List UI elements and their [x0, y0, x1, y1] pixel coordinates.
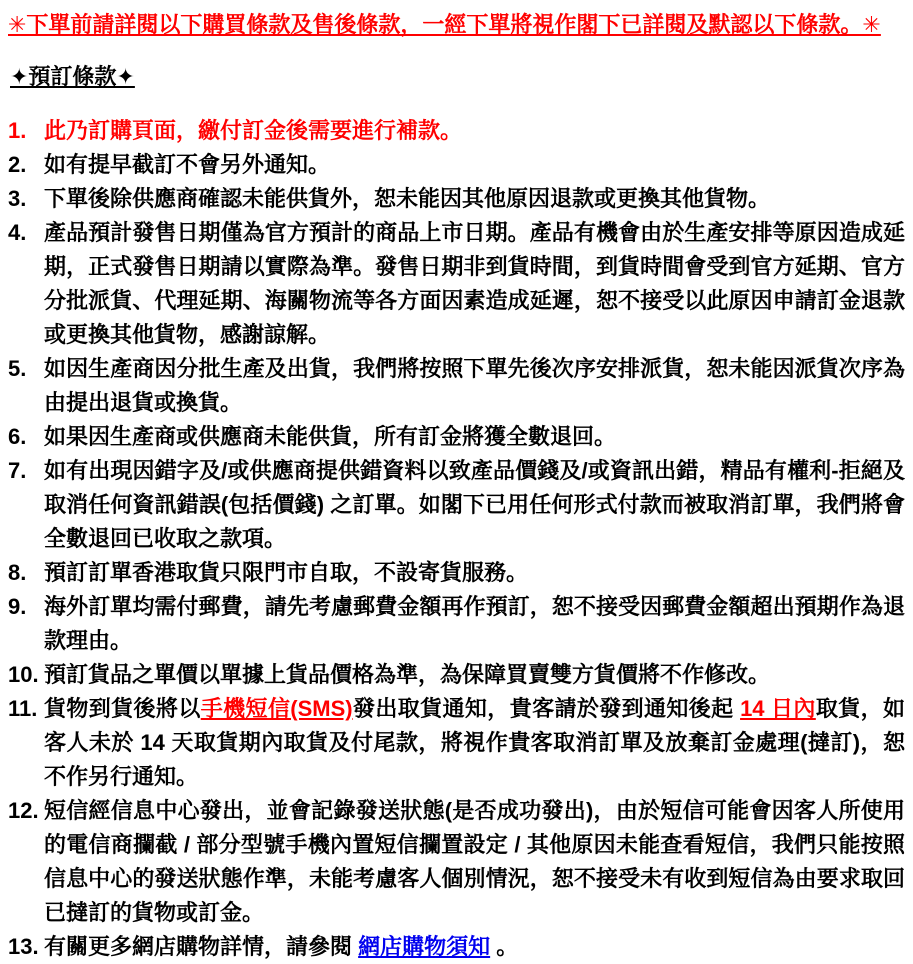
sms-highlight: 手機短信(SMS)	[200, 696, 353, 721]
term-number: 2.	[8, 152, 27, 177]
terms-list	[8, 114, 907, 964]
term-text: 產品預計發售日期僅為官方預計的商品上市日期。產品有機會由於生產安排等原因造成延期，正式發售日期請以實際為準。發售日期非到貨時間，到貨時間會受到官方延期、官方分批派貨、代理延期、海關物流等各方面因素造成延遲，恕不接受以此原因申請訂金退款或更換其他貨物，感謝諒解。	[44, 220, 905, 347]
term-text: 如有提早截訂不會另外通知。	[44, 152, 331, 177]
term-item-8	[8, 556, 907, 590]
term-number: 9.	[8, 594, 27, 619]
term-number: 3.	[8, 186, 27, 211]
term-item-11	[8, 692, 907, 794]
term-number: 10.	[8, 662, 39, 687]
term-number: 11.	[8, 696, 38, 721]
term-item-10	[8, 658, 907, 692]
term-text: 海外訂單均需付郵費，請先考慮郵費金額再作預訂，恕不接受因郵費金額超出預期作為退款理由。	[44, 594, 905, 653]
term-text: 如果因生產商或供應商未能供貨，所有訂金將獲全數退回。	[44, 424, 617, 449]
term-item-1	[8, 114, 907, 148]
term-text: 短信經信息中心發出，並會記錄發送狀態(是否成功發出)，由於短信可能會因客人所使用的電信商攔截 / 部分型號手機內置短信攔置設定 / 其他原因未能查看短信，我們只能按照信息中心的發送狀態作準，未能考慮客人個別情況，恕不接受未有收到短信為由要求取回已撻訂的貨物或訂金。	[44, 798, 905, 925]
term-number: 4.	[8, 220, 27, 245]
term-item-5	[8, 352, 907, 420]
pre-order-notice-banner: ✳下單前請詳閱以下購買條款及售後條款，一經下單將視作閣下已詳閱及默認以下條款。✳	[8, 12, 881, 37]
term-item-3	[8, 182, 907, 216]
term-item-2	[8, 148, 907, 182]
term-item-9	[8, 590, 907, 658]
term-item-4	[8, 216, 907, 352]
term-text: 預訂訂單香港取貨只限門市自取，不設寄貨服務。	[44, 560, 529, 585]
term-item-13	[8, 930, 907, 964]
section-title: ✦預訂條款✦	[10, 64, 135, 89]
term-text: 下單後除供應商確認未能供貨外，恕未能因其他原因退款或更換其他貨物。	[44, 186, 771, 211]
term-item-7	[8, 454, 907, 556]
term-text	[44, 114, 907, 148]
term-text-red: 此乃訂購頁面，繳付訂金後需要進行補款。	[44, 118, 463, 143]
term-text: 有關更多網店購物詳情，請參閱 網店購物須知 。	[44, 934, 519, 959]
shop-notice-link[interactable]: 網店購物須知	[358, 934, 491, 959]
term-number: 7.	[8, 458, 27, 483]
pickup-deadline-highlight: 14 日內	[740, 696, 816, 721]
term-number: 8.	[8, 560, 27, 585]
term-text: 如有出現因錯字及/或供應商提供錯資料以致產品價錢及/或資訊出錯，精品有權利-拒絕及取消任何資訊錯誤(包括價錢) 之訂單。如閣下已用任何形式付款而被取消訂單，我們將會全數退回已收取之款項。	[44, 458, 905, 551]
term-number: 6.	[8, 424, 27, 449]
term-text: 如因生產商因分批生產及出貨，我們將按照下單先後次序安排派貨，恕未能因派貨次序為由提出退貨或換貨。	[44, 356, 905, 415]
term-number: 5.	[8, 356, 27, 381]
term-item-12	[8, 794, 907, 930]
term-number: 13.	[8, 934, 39, 959]
term-text: 貨物到貨後將以手機短信(SMS)發出取貨通知，貴客請於發到通知後起 14 日內取貨，如客人未於 14 天取貨期內取貨及付尾款，將視作貴客取消訂單及放棄訂金處理(撻訂)，恕不作另行通知。	[44, 696, 905, 789]
term-item-6	[8, 420, 907, 454]
term-number: 12.	[8, 798, 39, 823]
term-number: 1.	[8, 118, 27, 143]
term-text: 預訂貨品之單價以單據上貨品價格為準，為保障買賣雙方貨價將不作修改。	[44, 662, 771, 687]
